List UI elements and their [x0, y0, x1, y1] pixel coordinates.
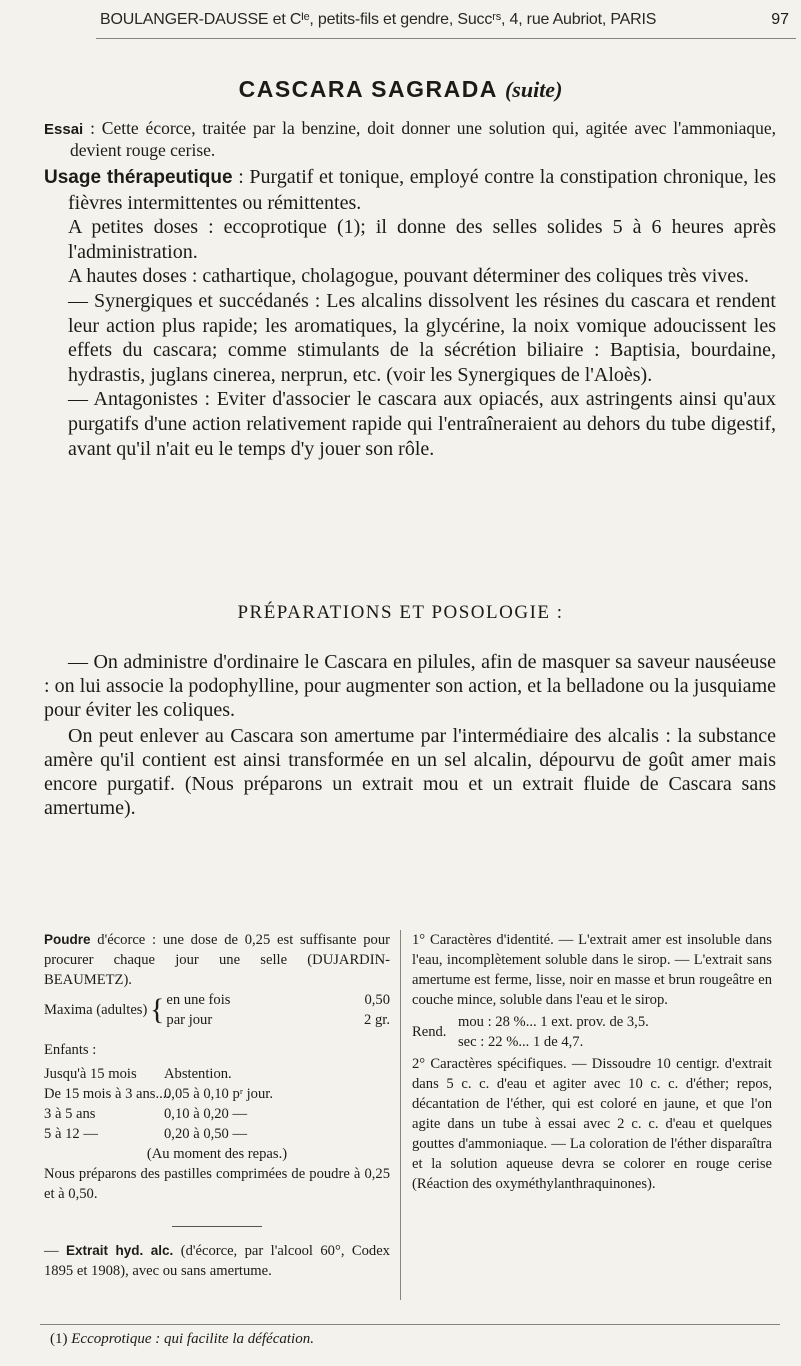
repas-note: (Au moment des repas.)	[146, 1146, 288, 1162]
caracteres-specifiques: 2° Caractères spécifiques. — Dissoudre 10 centigr. d'extrait dans 5 c. c. d'eau et agiter avec 10 c. c. d'éther; repos, décantation de l'éther, qui est coloré en jaune, et que l'on agite dans un tube à essai avec 2 c. c. d'eau et quelques gouttes d'ammoniaque. — La coloration de l'éther disparaîtra et la solution aqueuse devra se colorer en rouge cerise (Réaction des oxyméthylanthraquinones).	[412, 1056, 772, 1192]
enfants-dose: Abstention.	[164, 1066, 232, 1082]
enfants-row	[44, 1124, 390, 1144]
title-suite: (suite)	[504, 77, 563, 102]
maxima-label: Maxima (adultes)	[44, 1002, 148, 1018]
rend-rows	[458, 1012, 649, 1052]
page-number: 97	[771, 11, 789, 28]
hautes-doses: A hautes doses : cathartique, cholagogue, pouvant déterminer des coliques très vives.	[68, 265, 749, 288]
rend-row: sec : 22 %... 1 de 4,7.	[458, 1034, 584, 1050]
petites-doses: A petites doses : eccoprotique (1); il donne des selles solides 5 à 6 heures après l'administration.	[68, 216, 776, 263]
enfants-age: Jusqu'à 15 mois	[44, 1066, 137, 1082]
maxima-key: en une fois	[166, 992, 231, 1008]
usage-label: Usage thérapeutique	[44, 167, 233, 188]
extrait-paragraph: — Extrait hyd. alc. (d'écorce, par l'alcool 60°, Codex 1895 et 1908), avec ou sans amertume.	[44, 1243, 390, 1279]
enfants-dose: 0,05 à 0,10 pʳ jour.	[164, 1086, 273, 1102]
main-text	[44, 118, 776, 461]
caracteres-identite: 1° Caractères d'identité. — L'extrait amer est insoluble dans l'eau, incomplètement soluble dans le sirop. — L'extrait sans amertume est ferme, lisse, noir en masse et brun rougeâtre en couche mince, soluble dans l'eau et le sirop.	[412, 932, 772, 1008]
rend-label: Rend.	[412, 1024, 447, 1040]
title-main: CASCARA SAGRADA	[238, 76, 498, 102]
maxima-row	[166, 1010, 390, 1030]
left-column	[44, 930, 390, 1281]
usage-paragraph	[44, 165, 776, 215]
essai-label: Essai	[44, 121, 84, 138]
poudre-paragraph	[44, 930, 390, 990]
enfants-row	[44, 1104, 390, 1124]
essai-text: : Cette écorce, traitée par la benzine, doit donner une solution qui, agitée avec l'ammoniaque, devient rouge cerise.	[70, 118, 777, 160]
column-divider	[400, 930, 401, 1300]
pastilles-paragraph: Nous préparons des pastilles comprimées de poudre à 0,25 et à 0,50.	[44, 1166, 390, 1202]
maxima-key: par jour	[166, 1012, 213, 1028]
poudre-label: Poudre	[44, 932, 91, 947]
footnote	[50, 1331, 314, 1348]
extrait-text: (d'écorce, par l'alcool 60°, Codex 1895 et 1908), avec ou sans amertume.	[44, 1243, 390, 1279]
preparations-text	[44, 650, 776, 821]
running-header: BOULANGER-DAUSSE et Cᴵᵉ, petits-fils et gendre, Succʳˢ, 4, rue Aubriot, PARIS	[100, 11, 657, 28]
enfants-row	[44, 1064, 390, 1084]
right-column	[412, 930, 772, 1194]
footnote-rule	[40, 1324, 780, 1325]
enfants-age: De 15 mois à 3 ans....	[44, 1086, 171, 1102]
enfants-age: 5 à 12 —	[44, 1126, 98, 1142]
enfants-label: Enfants :	[44, 1042, 97, 1058]
preparations-p1: — On administre d'ordinaire le Cascara en pilules, afin de masquer sa saveur nauséeuse : on lui associe la podophylline, pour augmenter son action, et la belladone ou la jusquiame pour éviter les coliques.	[44, 651, 776, 722]
maxima-value: 2 gr.	[364, 1012, 390, 1028]
section-divider	[172, 1226, 262, 1227]
synergiques-paragraph: — Synergiques et succédanés : Les alcalins dissolvent les résines du cascara et rendent leur action plus rapide; les aromatiques, la glycérine, la noix vomique adoucissent les effets du cascara; comme stimulants de la sécrétion biliaire : Baptisia, bourdaine, hydrastis, juglans cinerea, nerprun, etc. (voir les Synergiques de l'Aloès).	[68, 289, 776, 386]
enfants-dose: 0,20 à 0,50 —	[164, 1126, 248, 1142]
preparations-p2: On peut enlever au Cascara son amertume par l'intermédiaire des alcalis : la substance amère qu'il contient est ainsi transformée en un sel alcalin, dépourvu de goût amer mais encore purgatif. (Nous préparons un extrait mou et un extrait fluide de Cascara sans amertume).	[44, 724, 776, 820]
rend-row: mou : 28 %... 1 ext. prov. de 3,5.	[458, 1014, 649, 1030]
enfants-age: 3 à 5 ans	[44, 1106, 96, 1122]
poudre-text: d'écorce : une dose de 0,25 est suffisante pour procurer chaque jour une selle (DUJARDIN-BEAUMETZ).	[44, 932, 390, 988]
header-rule	[96, 38, 796, 39]
rendement-block	[412, 1012, 772, 1052]
maxima-rows	[166, 990, 390, 1030]
enfants-row	[44, 1084, 390, 1104]
maxima-value: 0,50	[364, 992, 390, 1008]
maxima-row	[166, 990, 390, 1010]
footnote-text: Eccoprotique : qui facilite la défécation.	[71, 1331, 314, 1347]
antagonistes-paragraph: — Antagonistes : Eviter d'associer le cascara aux opiacés, aux astringents ainsi qu'aux purgatifs d'une action relativement rapide qui l'entraîneraient au dehors du tube digestif, avant qu'il n'ait eu le temps d'y jouer son rôle.	[68, 388, 776, 460]
maxima-block	[44, 990, 390, 1030]
page-title	[0, 76, 801, 103]
extrait-label: Extrait hyd. alc.	[66, 1243, 174, 1258]
usage-text: : Purgatif et tonique, employé contre la constipation chronique, les fièvres intermittentes ou rémittentes.	[68, 166, 777, 214]
brace-icon: {	[150, 993, 165, 1026]
preparations-heading: PRÉPARATIONS ET POSOLOGIE :	[237, 602, 564, 623]
footnote-marker: (1)	[50, 1331, 68, 1347]
essai-paragraph	[44, 118, 776, 161]
enfants-dose: 0,10 à 0,20 —	[164, 1106, 248, 1122]
